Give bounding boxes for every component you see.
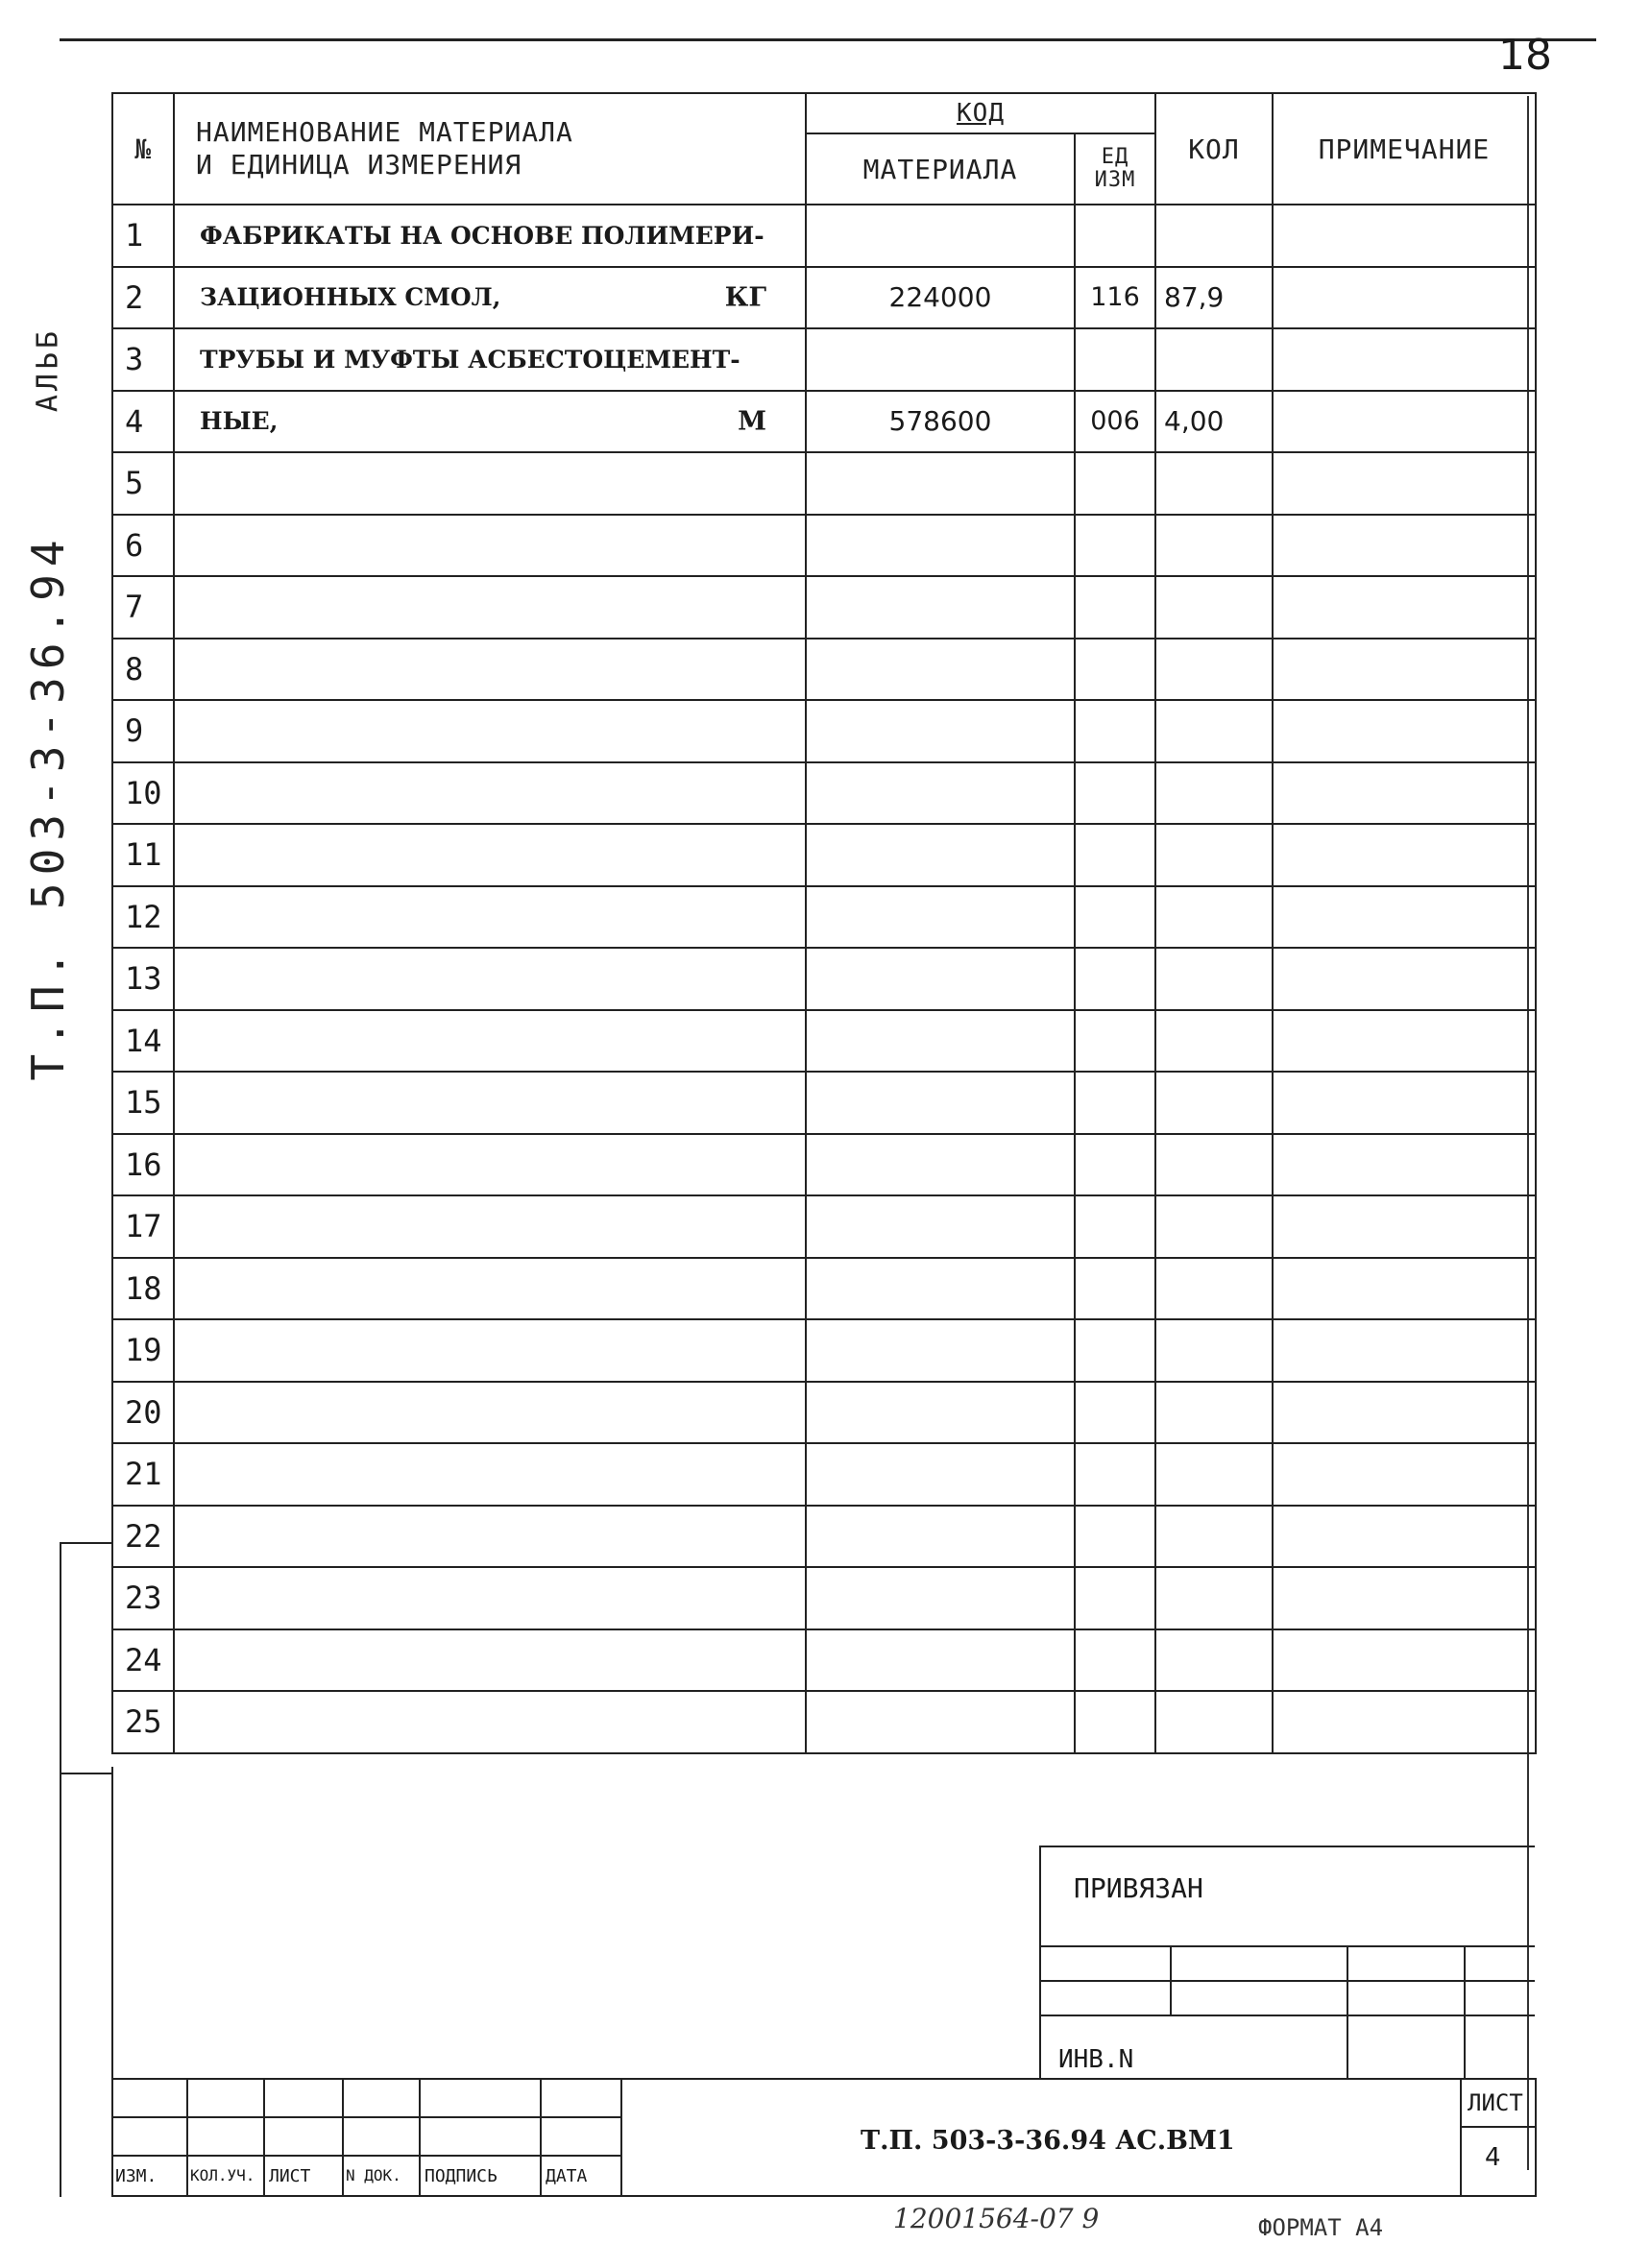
tb-label-ndok: N ДОК.: [346, 2166, 401, 2184]
row-material-name: [174, 1258, 806, 1320]
row-note: [1273, 1443, 1536, 1506]
row-material-name: [174, 1567, 806, 1629]
page-number: 18: [1498, 31, 1552, 80]
row-number: 4: [112, 391, 174, 453]
row-unit-code: [1075, 1629, 1155, 1692]
row-material-name: [174, 1382, 806, 1444]
row-note: [1273, 328, 1536, 391]
row-note: [1273, 1319, 1536, 1382]
table-row: [112, 1072, 1536, 1134]
side-album-code-text: АЛЬБ: [31, 326, 65, 413]
row-quantity: 87,9: [1155, 267, 1273, 329]
format-label: ФОРМАТ А4: [1258, 2214, 1384, 2241]
row-quantity: [1155, 762, 1273, 825]
header-material-name-line1: НАИМЕНОВАНИЕ МАТЕРИАЛА: [196, 116, 573, 148]
table-row: [112, 515, 1536, 577]
row-note: [1273, 1195, 1536, 1258]
row-material-name: [174, 1691, 806, 1753]
binding-line: [1039, 2015, 1535, 2016]
row-material-name: [174, 1506, 806, 1568]
table-row: [112, 576, 1536, 639]
row-note: [1273, 948, 1536, 1010]
tb-label-signature: ПОДПИСЬ: [425, 2166, 498, 2186]
row-material-code: [806, 886, 1075, 949]
binding-vline: [1039, 1846, 1041, 2078]
row-number: 9: [112, 700, 174, 762]
row-number: 14: [112, 1010, 174, 1073]
row-unit-code: [1075, 1195, 1155, 1258]
row-number: 6: [112, 515, 174, 577]
header-unit-code-line1: ЕД: [1101, 145, 1129, 169]
row-unit: КГ: [724, 282, 766, 313]
row-note: [1273, 1629, 1536, 1692]
row-note: [1273, 639, 1536, 701]
row-material-name: [174, 205, 806, 267]
left-margin-box-upper: [60, 1542, 113, 1774]
header-number: №: [112, 93, 174, 205]
row-unit-code: [1075, 1072, 1155, 1134]
row-note: [1273, 576, 1536, 639]
left-margin-box-lower: [60, 1773, 113, 2197]
row-unit-code: [1075, 1258, 1155, 1320]
row-unit-code: 006: [1075, 391, 1155, 453]
row-unit-code: [1075, 452, 1155, 515]
row-quantity: [1155, 1072, 1273, 1134]
binding-line: [1039, 1980, 1535, 1982]
handwritten-inventory-number: 12001564-07 9: [893, 2203, 1100, 2234]
row-quantity: [1155, 639, 1273, 701]
row-number: 24: [112, 1629, 174, 1692]
row-quantity: [1155, 576, 1273, 639]
table-row: [112, 1691, 1536, 1753]
row-material-code: [806, 700, 1075, 762]
table-row: [112, 1319, 1536, 1382]
row-material-name: [174, 328, 806, 391]
row-number: 7: [112, 576, 174, 639]
row-quantity: [1155, 1629, 1273, 1692]
row-unit-code: [1075, 328, 1155, 391]
tb-label-date: ДАТА: [546, 2166, 588, 2186]
row-material-code: [806, 1506, 1075, 1568]
title-block-sheet-line: [1460, 2126, 1535, 2128]
side-project-stamp-text: Т.П. 503-3-36.94: [22, 532, 74, 1081]
binding-vline: [1464, 1945, 1466, 2078]
row-material-name: [174, 267, 806, 329]
row-material-code: [806, 1072, 1075, 1134]
row-note: [1273, 452, 1536, 515]
row-number: 12: [112, 886, 174, 949]
row-note: [1273, 515, 1536, 577]
row-quantity: [1155, 1506, 1273, 1568]
row-quantity: [1155, 452, 1273, 515]
row-material-code: [806, 1691, 1075, 1753]
row-number: 22: [112, 1506, 174, 1568]
row-material-code: [806, 824, 1075, 886]
title-block-top-line: [111, 2078, 1535, 2080]
row-quantity: [1155, 1010, 1273, 1073]
row-material-code: 224000: [806, 267, 1075, 329]
title-block-vline: [540, 2078, 542, 2195]
tb-label-kolich: КОЛ.УЧ.: [190, 2166, 255, 2184]
binding-label: ПРИВЯЗАН: [1074, 1872, 1203, 1904]
row-quantity: [1155, 1443, 1273, 1506]
row-unit-code: [1075, 515, 1155, 577]
side-project-stamp: [19, 532, 77, 1081]
row-material-code: [806, 576, 1075, 639]
row-unit-code: [1075, 639, 1155, 701]
row-unit-code: [1075, 762, 1155, 825]
sheet-number: 4: [1485, 2143, 1501, 2172]
row-material-name: [174, 1010, 806, 1073]
row-material-code: [806, 639, 1075, 701]
header-material-name: [174, 93, 806, 205]
row-quantity: [1155, 328, 1273, 391]
row-note: [1273, 267, 1536, 329]
row-quantity: 4,00: [1155, 391, 1273, 453]
title-block-vline: [419, 2078, 421, 2195]
table-row: [112, 1010, 1536, 1073]
row-quantity: [1155, 1258, 1273, 1320]
row-note: [1273, 824, 1536, 886]
row-number: 13: [112, 948, 174, 1010]
row-quantity: [1155, 1382, 1273, 1444]
row-material-name: [174, 1443, 806, 1506]
row-number: 1: [112, 205, 174, 267]
title-block: [111, 2078, 1535, 2195]
row-unit-code: [1075, 1134, 1155, 1196]
row-material-code: [806, 1629, 1075, 1692]
table-row: [112, 1258, 1536, 1320]
row-unit-code: [1075, 1567, 1155, 1629]
row-number: 17: [112, 1195, 174, 1258]
row-material-name: [174, 1319, 806, 1382]
binding-stamp: [1039, 1846, 1535, 2078]
sheet-label: ЛИСТ: [1468, 2089, 1523, 2116]
row-material-name: [174, 948, 806, 1010]
row-quantity: [1155, 1319, 1273, 1382]
row-material-name-text: НЫЕ,: [200, 407, 279, 436]
title-block-vline: [263, 2078, 265, 2195]
row-material-name: [174, 886, 806, 949]
row-material-code: [806, 328, 1075, 391]
side-album-code: [19, 317, 77, 422]
row-note: [1273, 391, 1536, 453]
row-material-name: [174, 1072, 806, 1134]
header-unit-code: [1075, 133, 1155, 205]
header-note: ПРИМЕЧАНИЕ: [1273, 93, 1536, 205]
table-row: [112, 948, 1536, 1010]
header-quantity: КОЛ: [1155, 93, 1273, 205]
row-note: [1273, 1134, 1536, 1196]
title-block-vline: [620, 2078, 622, 2195]
row-material-name: [174, 391, 806, 453]
row-note: [1273, 1567, 1536, 1629]
row-material-code: [806, 1567, 1075, 1629]
row-quantity: [1155, 1134, 1273, 1196]
table-row: [112, 639, 1536, 701]
row-material-name: [174, 1195, 806, 1258]
row-quantity: [1155, 824, 1273, 886]
row-unit-code: [1075, 948, 1155, 1010]
row-unit-code: [1075, 576, 1155, 639]
row-material-code: [806, 515, 1075, 577]
row-quantity: [1155, 1195, 1273, 1258]
header-material-name-line2: И ЕДИНИЦА ИЗМЕРЕНИЯ: [196, 149, 522, 181]
row-number: 18: [112, 1258, 174, 1320]
row-unit-code: [1075, 1691, 1155, 1753]
row-number: 5: [112, 452, 174, 515]
row-material-name: [174, 639, 806, 701]
binding-vline: [1347, 1945, 1348, 2078]
table-row: [112, 1443, 1536, 1506]
row-quantity: [1155, 1691, 1273, 1753]
row-material-code: [806, 1258, 1075, 1320]
table-row: [112, 267, 1536, 329]
row-unit-code: 116: [1075, 267, 1155, 329]
row-material-code: [806, 205, 1075, 267]
table-row: [112, 1195, 1536, 1258]
row-quantity: [1155, 886, 1273, 949]
row-quantity: [1155, 205, 1273, 267]
table-row: [112, 824, 1536, 886]
row-note: [1273, 762, 1536, 825]
table-row: [112, 1629, 1536, 1692]
row-material-name-text: ТРУБЫ И МУФТЫ АСБЕСТОЦЕМЕНТ-: [200, 345, 740, 374]
row-number: 25: [112, 1691, 174, 1753]
row-number: 20: [112, 1382, 174, 1444]
row-material-name: [174, 515, 806, 577]
row-material-code: 578600: [806, 391, 1075, 453]
row-quantity: [1155, 1567, 1273, 1629]
row-note: [1273, 886, 1536, 949]
row-number: 8: [112, 639, 174, 701]
row-unit-code: [1075, 824, 1155, 886]
row-material-name: [174, 700, 806, 762]
row-unit-code: [1075, 1319, 1155, 1382]
row-number: 3: [112, 328, 174, 391]
row-material-name: [174, 452, 806, 515]
row-note: [1273, 1382, 1536, 1444]
row-quantity: [1155, 700, 1273, 762]
binding-line-top: [1039, 1846, 1535, 1847]
title-block-vline: [342, 2078, 344, 2195]
tb-label-izm: ИЗМ.: [115, 2166, 158, 2186]
row-number: 23: [112, 1567, 174, 1629]
header-material-code: МАТЕРИАЛА: [806, 133, 1075, 205]
row-material-name-text: ФАБРИКАТЫ НА ОСНОВЕ ПОЛИМЕРИ-: [200, 221, 764, 250]
row-unit-code: [1075, 205, 1155, 267]
row-material-name: [174, 1629, 806, 1692]
row-number: 2: [112, 267, 174, 329]
tb-label-list: ЛИСТ: [269, 2166, 311, 2186]
row-unit: М: [738, 406, 766, 437]
title-block-vline: [1460, 2078, 1462, 2195]
row-material-code: [806, 1134, 1075, 1196]
row-material-code: [806, 948, 1075, 1010]
row-note: [1273, 1010, 1536, 1073]
row-unit-code: [1075, 1382, 1155, 1444]
row-note: [1273, 1258, 1536, 1320]
row-material-code: [806, 452, 1075, 515]
title-block-vline: [186, 2078, 188, 2195]
row-note: [1273, 205, 1536, 267]
table-row: [112, 1134, 1536, 1196]
table-row: [112, 391, 1536, 453]
row-material-code: [806, 1319, 1075, 1382]
row-material-code: [806, 762, 1075, 825]
row-material-code: [806, 1010, 1075, 1073]
table-row: [112, 205, 1536, 267]
document-code: Т.П. 503-3-36.94 АС.ВМ1: [861, 2126, 1235, 2156]
row-material-name: [174, 1134, 806, 1196]
binding-vline: [1170, 1945, 1172, 2015]
row-unit-code: [1075, 1010, 1155, 1073]
material-spec-table: [111, 92, 1537, 1754]
row-material-name: [174, 824, 806, 886]
row-unit-code: [1075, 1506, 1155, 1568]
row-material-code: [806, 1443, 1075, 1506]
table-row: [112, 1506, 1536, 1568]
row-material-code: [806, 1195, 1075, 1258]
table-row: [112, 1567, 1536, 1629]
row-number: 15: [112, 1072, 174, 1134]
table-row: [112, 886, 1536, 949]
table-row: [112, 1382, 1536, 1444]
row-material-code: [806, 1382, 1075, 1444]
row-unit-code: [1075, 886, 1155, 949]
table-row: [112, 328, 1536, 391]
row-number: 19: [112, 1319, 174, 1382]
row-note: [1273, 700, 1536, 762]
row-material-name: [174, 576, 806, 639]
row-number: 16: [112, 1134, 174, 1196]
row-number: 21: [112, 1443, 174, 1506]
header-code: КОД: [806, 93, 1155, 133]
row-quantity: [1155, 948, 1273, 1010]
sheet-top-border: [60, 38, 1596, 41]
header-unit-code-line2: ИЗМ: [1094, 168, 1136, 192]
inventory-label: ИНВ.N: [1058, 2045, 1134, 2074]
row-note: [1273, 1072, 1536, 1134]
row-note: [1273, 1691, 1536, 1753]
table-row: [112, 762, 1536, 825]
row-note: [1273, 1506, 1536, 1568]
row-quantity: [1155, 515, 1273, 577]
binding-line: [1039, 1945, 1535, 1947]
title-block-vline: [1535, 2078, 1537, 2195]
row-material-name: [174, 762, 806, 825]
table-row: [112, 452, 1536, 515]
row-unit-code: [1075, 700, 1155, 762]
row-material-name-text: ЗАЦИОННЫХ СМОЛ,: [200, 283, 501, 312]
table-row: [112, 700, 1536, 762]
spec-table-body: [112, 205, 1536, 1753]
row-unit-code: [1075, 1443, 1155, 1506]
row-number: 10: [112, 762, 174, 825]
row-number: 11: [112, 824, 174, 886]
